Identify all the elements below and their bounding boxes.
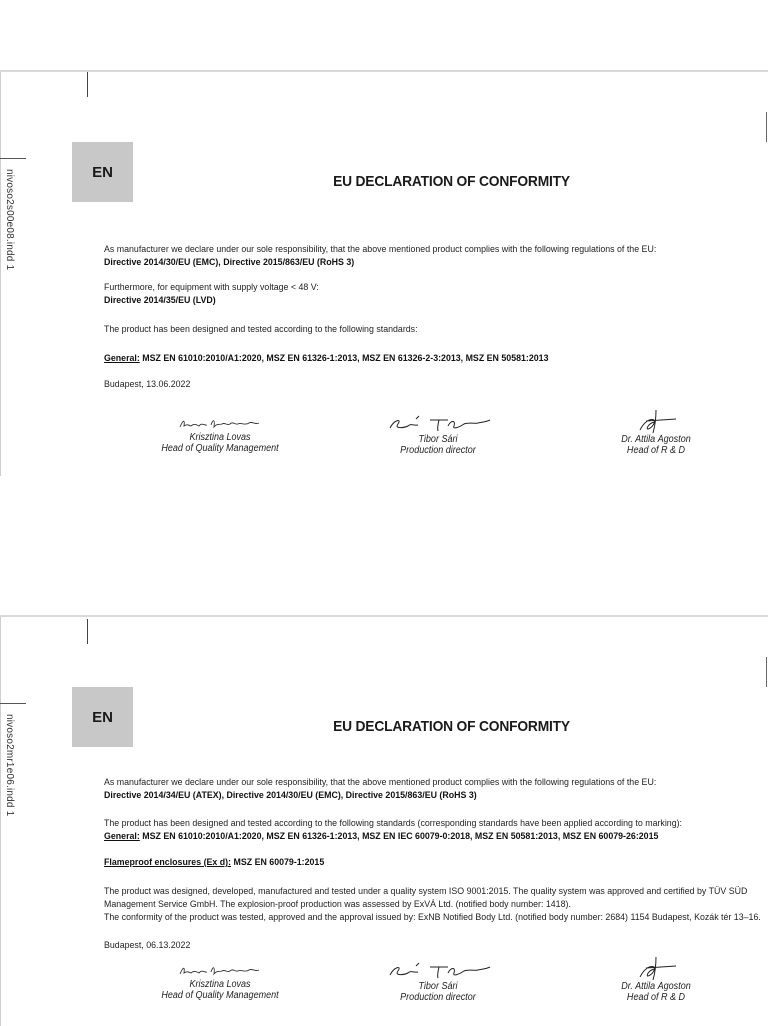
declaration-page-2 (0, 615, 768, 1026)
directives-text: Directive 2014/34/EU (ATEX), Directive 2014/30/EU (EMC), Directive 2015/863/EU (RoHS 3) (104, 790, 477, 801)
crop-mark (87, 72, 88, 97)
signature-lovas-icon (175, 963, 265, 979)
intro-text: As manufacturer we declare under our sole responsibility, that the above mentioned product complies with the following regulations of the EU: (104, 777, 657, 788)
signature-sari-icon (378, 414, 498, 434)
signatory-2 (348, 961, 528, 1003)
quality-text-3: The conformity of the product was tested, approved and the approval issued by: ExNB Notified Body Ltd. (notified body number: 2684) 1154 Budapest, Kozák tér 13–16. (104, 912, 761, 923)
signatory-name: Dr. Attila Ágoston (621, 981, 691, 992)
page-edge (0, 617, 1, 1026)
signature-sari-icon (378, 961, 498, 981)
document-title: EU DECLARATION OF CONFORMITY (333, 173, 570, 190)
general-label: General: (104, 353, 140, 364)
signatory-role: Head of R & D (626, 992, 686, 1003)
signature-agoston-icon (626, 408, 686, 434)
signatory-name: Dr. Attila Ágoston (621, 434, 691, 445)
quality-text-1: The product was designed, developed, manufactured and tested under a quality system ISO 9001:2015. The quality system was approved and certified by TÜV SÜD (104, 886, 748, 897)
side-tab-mark (0, 703, 26, 704)
document-title: EU DECLARATION OF CONFORMITY (333, 718, 570, 735)
signatory-role: Production director (400, 992, 476, 1003)
general-standards: MSZ EN 61010:2010/A1:2020, MSZ EN 61326-1:2013, MSZ EN 61326-2-3:2013, MSZ EN 50581:2013 (139, 353, 549, 364)
side-tab-mark (0, 158, 26, 159)
general-standards-line (104, 353, 549, 365)
standards-intro: The product has been designed and tested according to the following standards (corresponding standards have been applied according to marking): (104, 818, 683, 829)
intro-text: As manufacturer we declare under our sole responsibility, that the above mentioned product complies with the following regulations of the EU: (104, 244, 657, 255)
signatory-role: Head of Quality Management (161, 990, 279, 1001)
supply-note: Furthermore, for equipment with supply voltage < 48 V: (104, 282, 319, 293)
signatory-2 (348, 414, 528, 456)
signatory-name: Tibor Sári (418, 981, 458, 992)
signatory-3 (566, 408, 746, 456)
quality-text-2: Management Service GmbH. The explosion-proof production was assessed by ExVÁ Ltd. (notified body number: 1418). (104, 899, 571, 910)
file-label: nivoso2mr1e06.indd 1 (4, 714, 15, 817)
declaration-page-1 (0, 70, 768, 476)
signatory-3 (566, 955, 746, 1003)
edge-mark (766, 112, 767, 142)
signatory-name: Tibor Sári (418, 434, 458, 445)
file-label: nivoso2s00e08.indd 1 (4, 169, 15, 271)
general-label: General: (104, 831, 140, 842)
directives-text: Directive 2014/30/EU (EMC), Directive 2015/863/EU (RoHS 3) (104, 257, 355, 268)
signatory-role: Production director (400, 445, 476, 456)
place-date: Budapest, 13.06.2022 (104, 379, 191, 390)
language-box: EN (72, 687, 133, 747)
place-date: Budapest, 06.13.2022 (104, 940, 191, 951)
language-box: EN (72, 142, 133, 202)
signatory-role: Head of Quality Management (161, 443, 279, 454)
signature-agoston-icon (626, 955, 686, 981)
flameproof-standard: MSZ EN 60079-1:2015 (231, 857, 325, 868)
lvd-directive: Directive 2014/35/EU (LVD) (104, 295, 216, 306)
signatory-1 (130, 963, 310, 1001)
general-standards-line (104, 831, 658, 843)
flameproof-line (104, 857, 324, 869)
signatory-1 (130, 416, 310, 454)
general-standards: MSZ EN 61010:2010/A1:2020, MSZ EN 61326-1:2013, MSZ EN IEC 60079-0:2018, MSZ EN 50581:2013, MSZ EN 60079-26:2015 (139, 831, 659, 842)
edge-mark (766, 657, 767, 687)
page-edge (0, 72, 1, 476)
signatory-role: Head of R & D (626, 445, 686, 456)
signature-lovas-icon (175, 416, 265, 432)
signatory-name: Krisztina Lovas (189, 432, 251, 443)
flameproof-label: Flameproof enclosures (Ex d): (104, 857, 232, 868)
signatory-name: Krisztina Lovas (189, 979, 251, 990)
standards-intro: The product has been designed and tested according to the following standards: (104, 324, 418, 335)
crop-mark (87, 619, 88, 644)
